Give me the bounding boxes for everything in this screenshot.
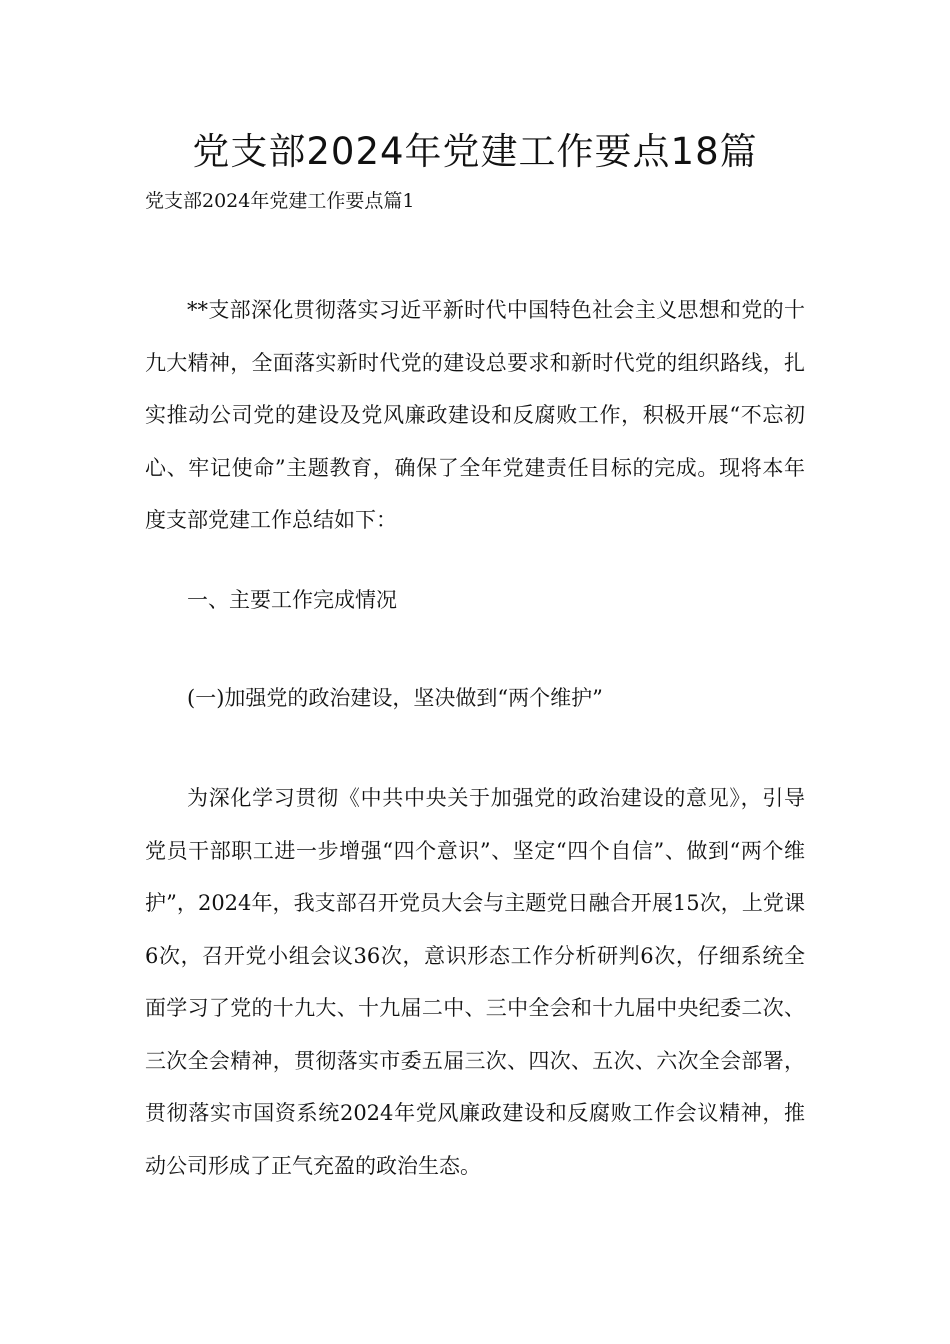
section-heading: 一、主要工作完成情况 bbox=[187, 588, 397, 612]
body-paragraph: 为深化学习贯彻《中共中央关于加强党的政治建设的意见》，引导党员干部职工进一步增强“四个意识”、坚定“四个自信”、做到“两个维护”，2024年，我支部召开党员大会与主题党日融合开展15次，上党课6次，召开党小组会议36次，意识形态工作分析研判6次，仔细系统全面学习了党的十九大、十九届二中、三中全会和十九届中央纪委二次、三次全会精神，贯彻落实市委五届三次、四次、五次、六次全会部署，贯彻落实市国资系统2024年党风廉政建设和反腐败工作会议精神，推动公司形成了正气充盈的政治生态。 bbox=[145, 786, 805, 1178]
subsection-heading: (一)加强党的政治建设，坚决做到“两个维护” bbox=[187, 686, 603, 710]
document-subtitle: 党支部2024年党建工作要点篇1 bbox=[145, 190, 415, 212]
document-title: 党支部2024年党建工作要点18篇 bbox=[192, 130, 758, 173]
intro-paragraph: **支部深化贯彻落实习近平新时代中国特色社会主义思想和党的十九大精神，全面落实新时代党的建设总要求和新时代党的组织路线，扎实推动公司党的建设及党风廉政建设和反腐败工作，积极开展“不忘初心、牢记使命”主题教育，确保了全年党建责任目标的完成。现将本年度支部党建工作总结如下： bbox=[145, 298, 805, 532]
